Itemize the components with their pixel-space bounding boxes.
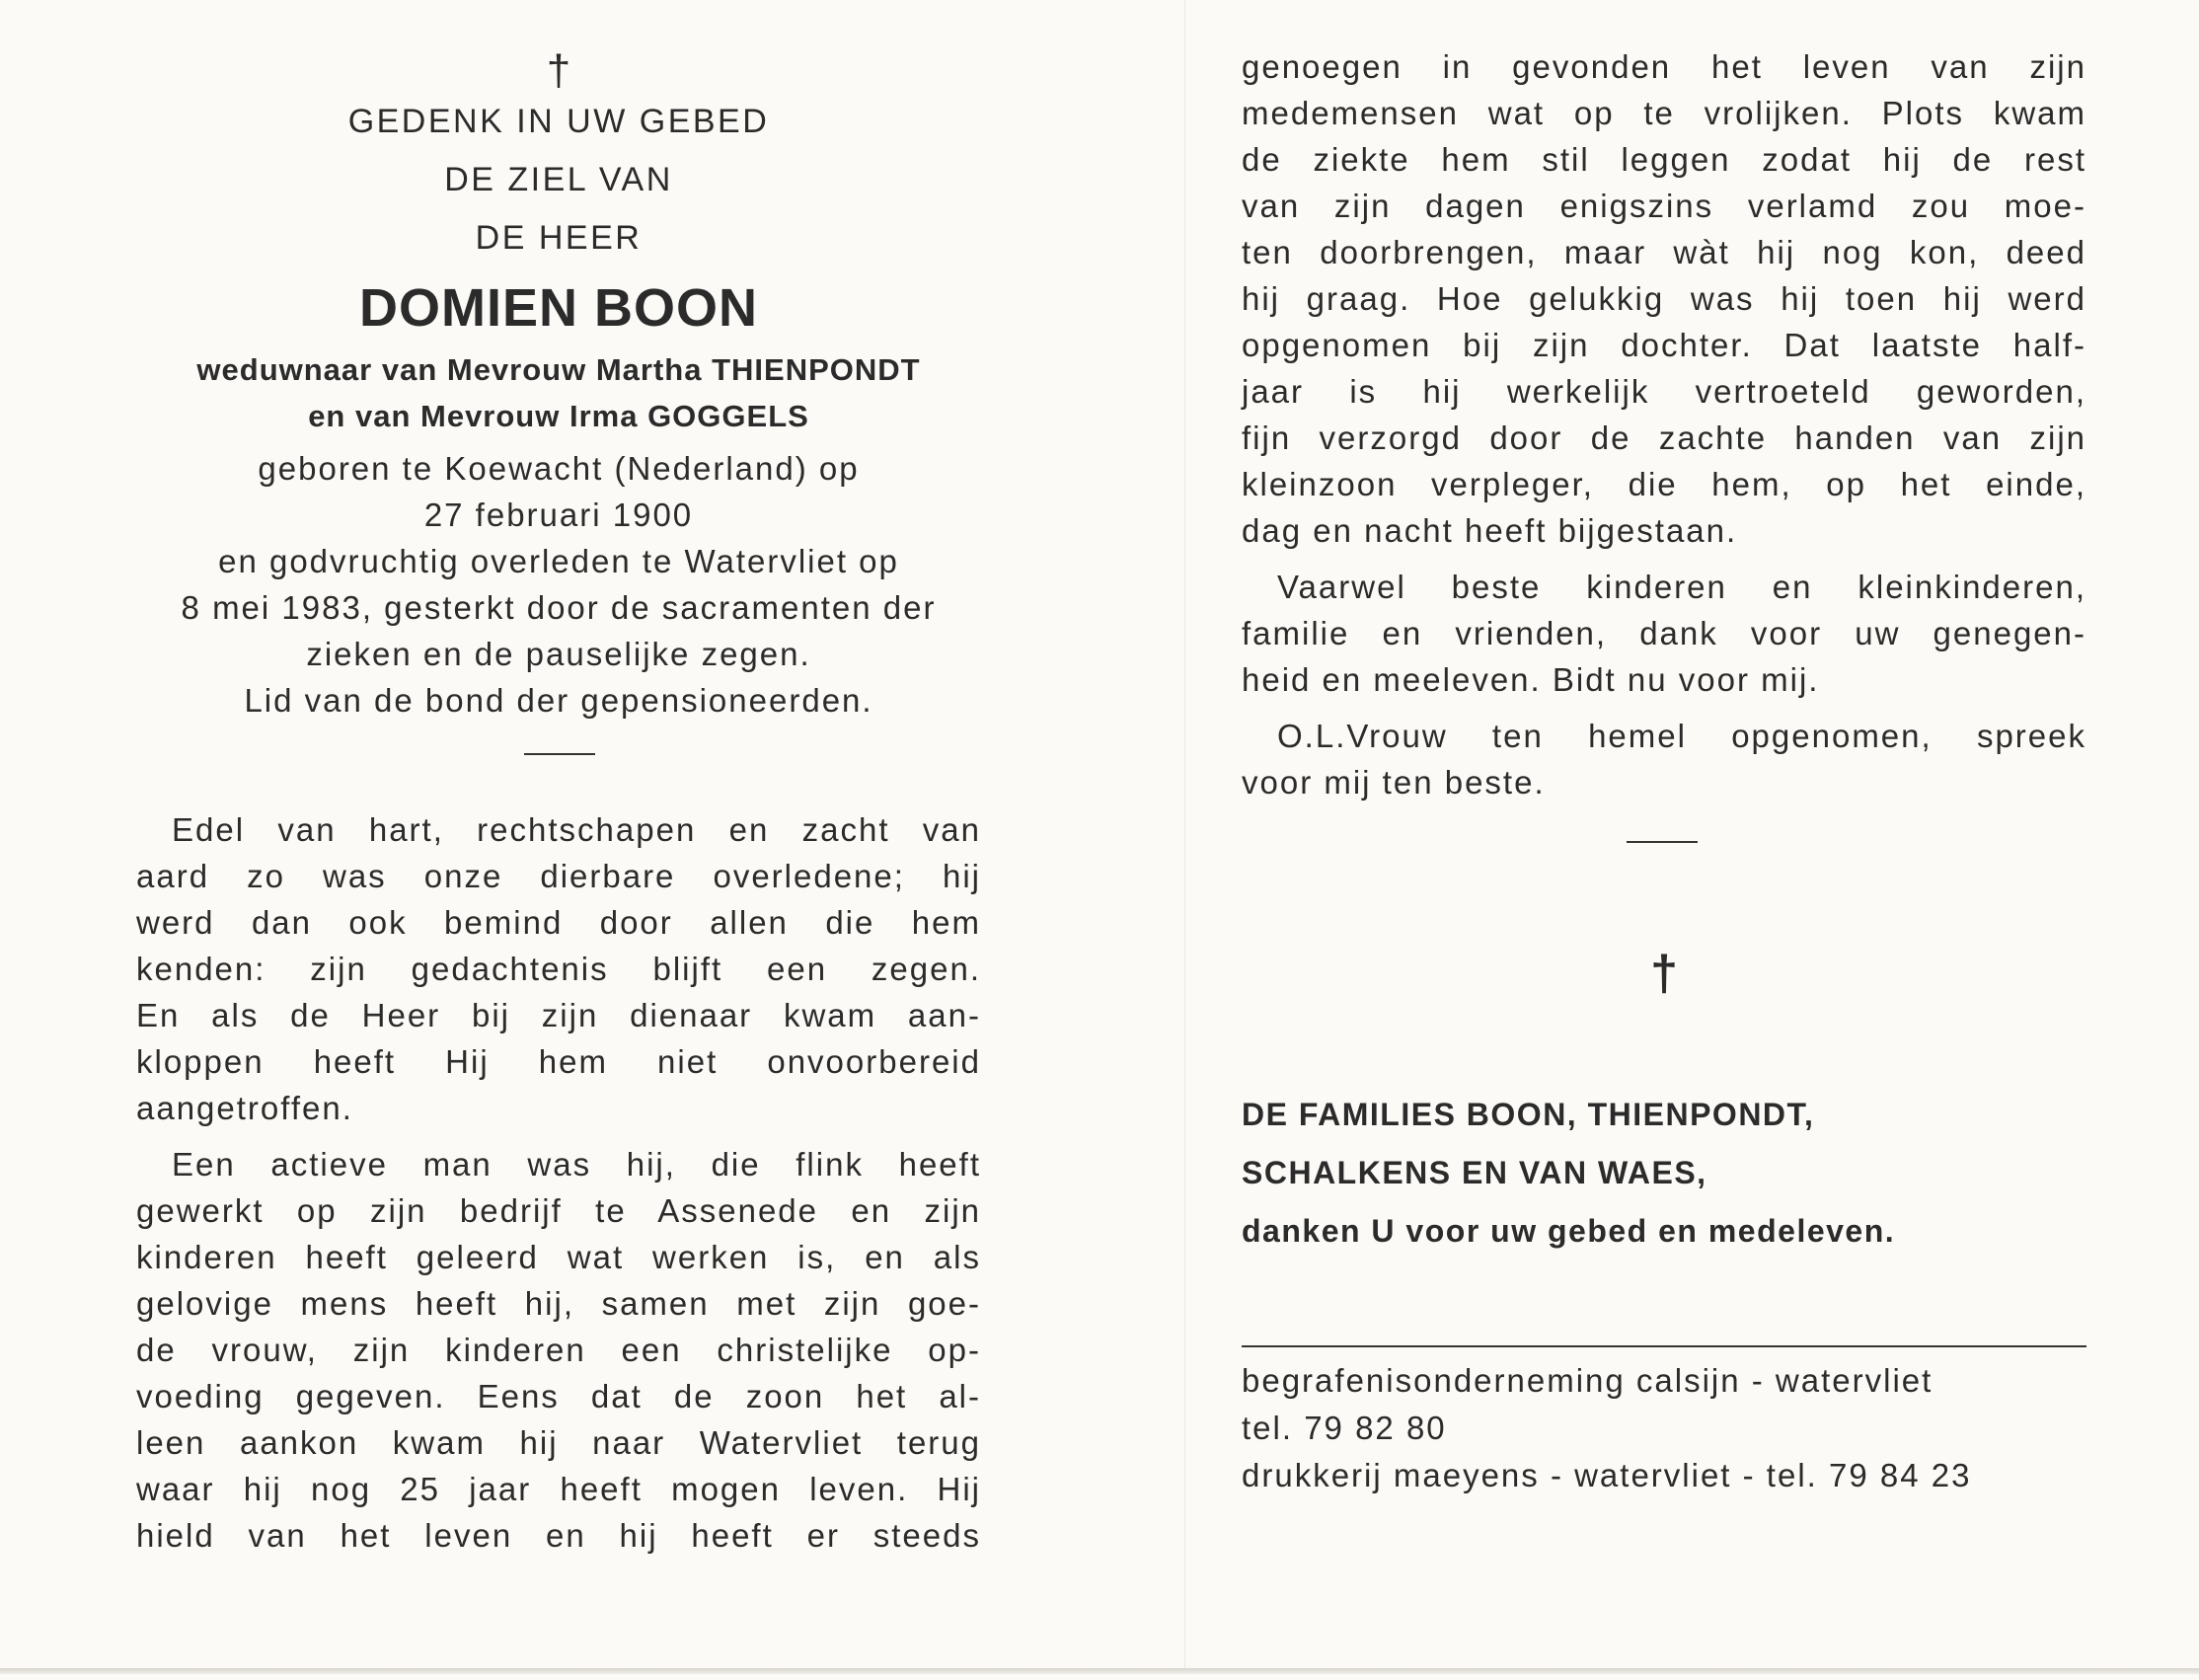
paragraph-character (136, 806, 981, 1131)
text-line: aard zo was onze dierbare overledene; hij (136, 858, 981, 894)
header-line-2: DE ZIEL VAN (444, 161, 673, 198)
paragraph-later-life (1242, 43, 2086, 554)
undertaker-line: begrafenisonderneming calsijn - watervliet (1242, 1362, 1934, 1399)
text-line: Vaarwel beste kinderen en kleinkinderen, (1277, 569, 2086, 605)
text-line: gelovige mens heeft hij, samen met zijn goe- (136, 1285, 981, 1322)
text-line: En als de Heer bij zijn dienaar kwam aan- (136, 997, 981, 1033)
families-line-2: SCHALKENS EN VAN WAES, (1242, 1155, 1707, 1190)
paragraph-life (136, 1141, 981, 1559)
text-line: genoegen in gevonden het leven van zijn (1242, 48, 2086, 85)
text-line: fijn verzorgd door de zachte handen van zijn (1242, 420, 2086, 456)
text-line: kloppen heeft Hij hem niet onvoorbereid (136, 1043, 981, 1080)
text-line: dag en nacht heeft bijgestaan. (1242, 512, 1738, 549)
text-line: opgenomen bij zijn dochter. Dat laatste half- (1242, 327, 2086, 363)
cross-icon: † (1650, 946, 1678, 1001)
deceased-name: DOMIEN BOON (358, 278, 758, 338)
text-line: familie en vrienden, dank voor uw genegen- (1242, 615, 2086, 651)
text-line: O.L.Vrouw ten hemel opgenomen, spreek (1277, 718, 2086, 754)
text-line: medemensen wat op te vrolijken. Plots kwam (1242, 95, 2086, 131)
text-line: de ziekte hem stil leggen zodat hij de rest (1242, 141, 2086, 178)
undertaker-phone: tel. 79 82 80 (1242, 1410, 1447, 1446)
text-line: Edel van hart, rechtschapen en zacht van (172, 811, 981, 848)
text-line: aangetroffen. (136, 1090, 353, 1126)
info-line-5: zieken en de pauselijke zegen. (306, 636, 811, 672)
info-line-4: 8 mei 1983, gesterkt door de sacramenten der (181, 589, 937, 626)
text-line: leen aankon kwam hij naar Watervliet terug (136, 1424, 981, 1461)
header-line-3: DE HEER (475, 219, 643, 257)
spouse-line-2: en van Mevrouw Irma GOGGELS (308, 399, 809, 433)
card-bottom-edge (0, 1668, 2199, 1674)
paragraph-farewell (1242, 564, 2086, 703)
text-line: hield van het leven en hij heeft er steeds (136, 1517, 981, 1554)
right-panel (1242, 0, 2086, 1499)
text-line: kinderen heeft geleerd wat werken is, en als (136, 1239, 981, 1275)
text-line: voeding gegeven. Eens dat de zoon het al- (136, 1378, 981, 1414)
text-line: kenden: zijn gedachtenis blijft een zegen. (136, 951, 981, 987)
text-line: voor mij ten beste. (1242, 764, 1546, 801)
text-line: Een actieve man was hij, die flink heeft (172, 1146, 981, 1183)
left-panel (136, 0, 981, 1559)
text-line: ten doorbrengen, maar wàt hij nog kon, deed (1242, 234, 2086, 270)
info-line-2: 27 februari 1900 (423, 496, 694, 533)
cross-icon: † (546, 46, 571, 95)
text-line: kleinzoon verpleger, die hem, op het einde, (1242, 466, 2086, 502)
text-line: hij graag. Hoe gelukkig was hij toen hij werd (1242, 280, 2086, 317)
families-thanks: danken U voor uw gebed en medeleven. (1242, 1213, 1896, 1249)
header-line-1: GEDENK IN UW GEBED (347, 103, 770, 140)
text-line: waar hij nog 25 jaar heeft mogen leven. Hij (136, 1471, 981, 1507)
printer-line: drukkerij maeyens - watervliet - tel. 79 84 23 (1242, 1457, 1972, 1493)
text-line: gewerkt op zijn bedrijf te Assenede en zijn (136, 1192, 981, 1229)
text-line: van zijn dagen enigszins verlamd zou moe- (1242, 188, 2086, 224)
info-line-3: en godvruchtig overleden te Watervliet op (218, 543, 899, 579)
text-line: jaar is hij werkelijk vertroeteld geworden, (1242, 373, 2086, 410)
text-line: werd dan ook bemind door allen die hem (136, 904, 981, 941)
paragraph-prayer (1242, 713, 2086, 805)
card-fold (1184, 0, 1185, 1668)
info-line-1: geboren te Koewacht (Nederland) op (258, 450, 860, 487)
families-line-1: DE FAMILIES BOON, THIENPONDT, (1242, 1097, 1815, 1132)
text-line: heid en meeleven. Bidt nu voor mij. (1242, 661, 1820, 698)
text-line: de vrouw, zijn kinderen een christelijke op- (136, 1332, 981, 1368)
info-line-6: Lid van de bond der gepensioneerden. (244, 682, 873, 719)
spouse-line-1: weduwnaar van Mevrouw Martha THIENPONDT (196, 352, 921, 387)
